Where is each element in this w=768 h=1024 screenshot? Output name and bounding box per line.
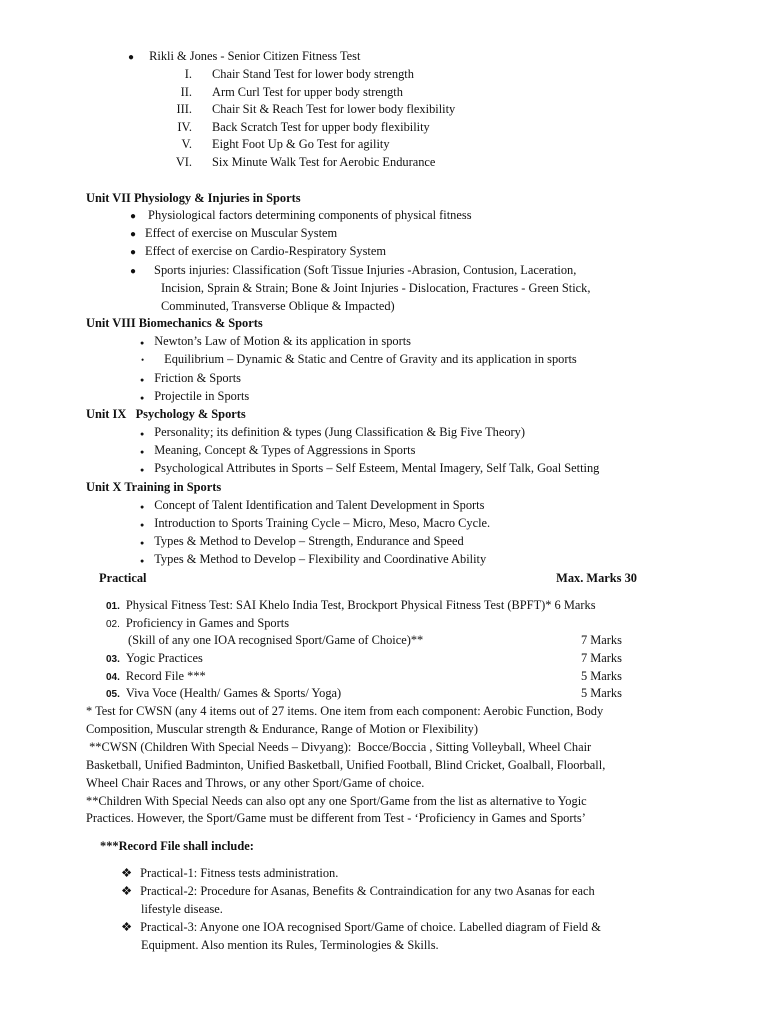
list-item-text: Meaning, Concept & Types of Aggressions in Sports [154,443,416,457]
list-item-continuation: Comminuted, Transverse Oblique & Impacted) [161,299,395,313]
bullet-icon: ● [140,376,145,384]
bullet-icon: ● [140,557,145,565]
list-item-text: Sports injuries: Classification (Soft Tissue Injuries -Abrasion, Contusion, Laceration, [154,263,577,277]
rikli-item [162,137,390,152]
bullet-icon: ● [128,52,135,63]
item-number: 01. [106,601,120,612]
note-line: Wheel Chair Races and Throws, or any other Sport/Game of choice. [86,776,425,790]
rikli-item-text: Eight Foot Up & Go Test for agility [212,137,390,151]
note-line: Basketball, Unified Badminton, Unified Basketball, Unified Football, Blind Cricket, Goalball, Floorball, [86,758,606,772]
list-item [140,552,486,569]
item-number: 05. [106,689,120,700]
practical-item [106,669,206,685]
item-number: 02. [106,619,120,630]
practical-item-text: Physical Fitness Test: SAI Khelo India Test, Brockport Physical Fitness Test (BPFT)* 6 Marks [125,598,596,612]
roman-numeral: III. [176,102,192,116]
note-line: **CWSN (Children With Special Needs – Divyang): Bocce/Boccia , Sitting Volleyball, Wheel Chair [86,740,592,754]
practical-item-text: (Skill of any one IOA recognised Sport/Game of Choice)** [128,633,424,647]
bullet-icon: ● [140,521,145,529]
list-item [140,516,490,533]
list-item-text: Types & Method to Develop – Flexibility and Coordinative Ability [154,552,487,566]
list-item [140,371,241,388]
list-item [141,352,577,368]
unit10-heading: Unit X Training in Sports [86,480,222,494]
unit8-heading: Unit VIII Biomechanics & Sports [86,316,263,330]
practical-heading: Practical [99,571,147,585]
rikli-item-text: Chair Sit & Reach Test for lower body flexibility [212,102,456,116]
list-item-text: Introduction to Sports Training Cycle – Micro, Meso, Macro Cycle. [154,516,491,530]
note-line: Practices. However, the Sport/Game must be different from Test - ‘Proficiency in Games and Sports’ [86,811,586,825]
note-line: Composition, Muscular strength & Endurance, Range of Motion or Flexibility) [86,722,478,736]
roman-numeral: IV. [177,120,192,134]
practical-item-text: Viva Voce (Health/ Games & Sports/ Yoga) [125,686,342,700]
bullet-icon: ● [130,247,137,258]
roman-numeral: VI. [175,155,192,169]
list-item [140,443,415,460]
rikli-item [162,102,455,117]
practical-item-text: Yogic Practices [125,651,203,665]
practical-item-text: Proficiency in Games and Sports [125,616,290,630]
unit7-heading: Unit VII Physiology & Injuries in Sports [86,191,301,205]
list-item-continuation: Incision, Sprain & Strain; Bone & Joint Injuries - Dislocation, Fractures - Green Stick, [161,281,591,295]
list-item [140,498,484,515]
practical-item-marks: 5 Marks [581,669,622,683]
list-item [140,461,599,478]
record-item [121,884,595,899]
note-line: * Test for CWSN (any 4 items out of 27 items. One item from each component: Aerobic Function, Body [86,704,604,718]
practical-item [106,686,341,702]
practical-item-marks: 5 Marks [581,686,622,700]
list-item-text: Psychological Attributes in Sports – Self Esteem, Mental Imagery, Self Talk, Goal Setting [154,461,600,475]
record-item-continuation: lifestyle disease. [141,902,223,916]
rikli-item [162,67,414,82]
list-item-text: Effect of exercise on Cardio-Respiratory System [145,244,387,258]
rikli-item [162,155,435,170]
bullet-icon: ● [140,339,145,347]
bullet-icon: ● [140,503,145,511]
practical-item-text: Record File *** [125,669,206,683]
bullet-icon: ● [130,266,137,277]
list-item [130,263,576,279]
record-item [121,866,338,881]
record-item [121,920,601,935]
practical-max-marks: Max. Marks 30 [556,571,637,585]
rikli-item-text: Six Minute Walk Test for Aerobic Endurance [212,155,436,169]
item-number: 03. [106,654,120,665]
item-number: 04. [106,672,120,683]
practical-item [106,616,289,632]
rikli-item-text: Chair Stand Test for lower body strength [212,67,414,81]
bullet-icon: ● [130,229,137,240]
practical-item-marks: 7 Marks [581,633,622,647]
list-item-text: Friction & Sports [154,371,241,385]
unit9-heading: Unit IX Psychology & Sports [86,407,246,421]
rikli-heading-line [128,49,360,65]
record-file-heading: ***Record File shall include: [100,839,254,853]
list-item-text: Personality; its definition & types (Jung Classification & Big Five Theory) [154,425,526,439]
diamond-bullet-icon: ❖ [121,920,133,934]
rikli-item [162,85,403,100]
practical-item [106,651,203,667]
list-item [130,226,337,242]
list-item-text: Effect of exercise on Muscular System [145,226,338,240]
list-item-text: Types & Method to Develop – Strength, Endurance and Speed [154,534,464,548]
list-item [130,244,386,260]
rikli-item-text: Back Scratch Test for upper body flexibility [212,120,430,134]
bullet-icon: ● [140,466,145,474]
list-item-text: Newton’s Law of Motion & its application in sports [154,334,411,348]
list-item [140,425,525,442]
diamond-bullet-icon: ❖ [121,866,133,880]
rikli-item [162,120,430,135]
bullet-icon: ● [140,394,145,402]
list-item [140,334,411,351]
roman-numeral: I. [184,67,192,81]
list-item [140,534,464,551]
record-item-text: Practical-3: Anyone one IOA recognised Sport/Game of choice. Labelled diagram of Field & [140,920,601,934]
list-item-text: Concept of Talent Identification and Talent Development in Sports [154,498,485,512]
list-item [140,389,249,406]
bullet-icon: ● [140,430,145,438]
list-item-text: Projectile in Sports [154,389,250,403]
list-item [130,208,472,224]
bullet-icon: ● [140,448,145,456]
roman-numeral: II. [180,85,192,99]
bullet-icon: ● [140,539,145,547]
record-item-text: Practical-1: Fitness tests administration. [140,866,339,880]
bullet-icon: ● [130,211,137,222]
roman-numeral: V. [181,137,192,151]
note-line: **Children With Special Needs can also opt any one Sport/Game from the list as alternative to Yogic [86,794,587,808]
rikli-heading: Rikli & Jones - Senior Citizen Fitness Test [149,49,361,63]
bullet-icon: • [141,355,145,365]
record-item-continuation: Equipment. Also mention its Rules, Terminologies & Skills. [141,938,439,952]
rikli-item-text: Arm Curl Test for upper body strength [212,85,403,99]
record-item-text: Practical-2: Procedure for Asanas, Benefits & Contraindication for any two Asanas for each [140,884,595,898]
diamond-bullet-icon: ❖ [121,884,133,898]
list-item-text: Equilibrium – Dynamic & Static and Centre of Gravity and its application in sports [164,352,577,366]
list-item-text: Physiological factors determining components of physical fitness [148,208,472,222]
practical-item-marks: 7 Marks [581,651,622,665]
practical-item [106,598,596,614]
